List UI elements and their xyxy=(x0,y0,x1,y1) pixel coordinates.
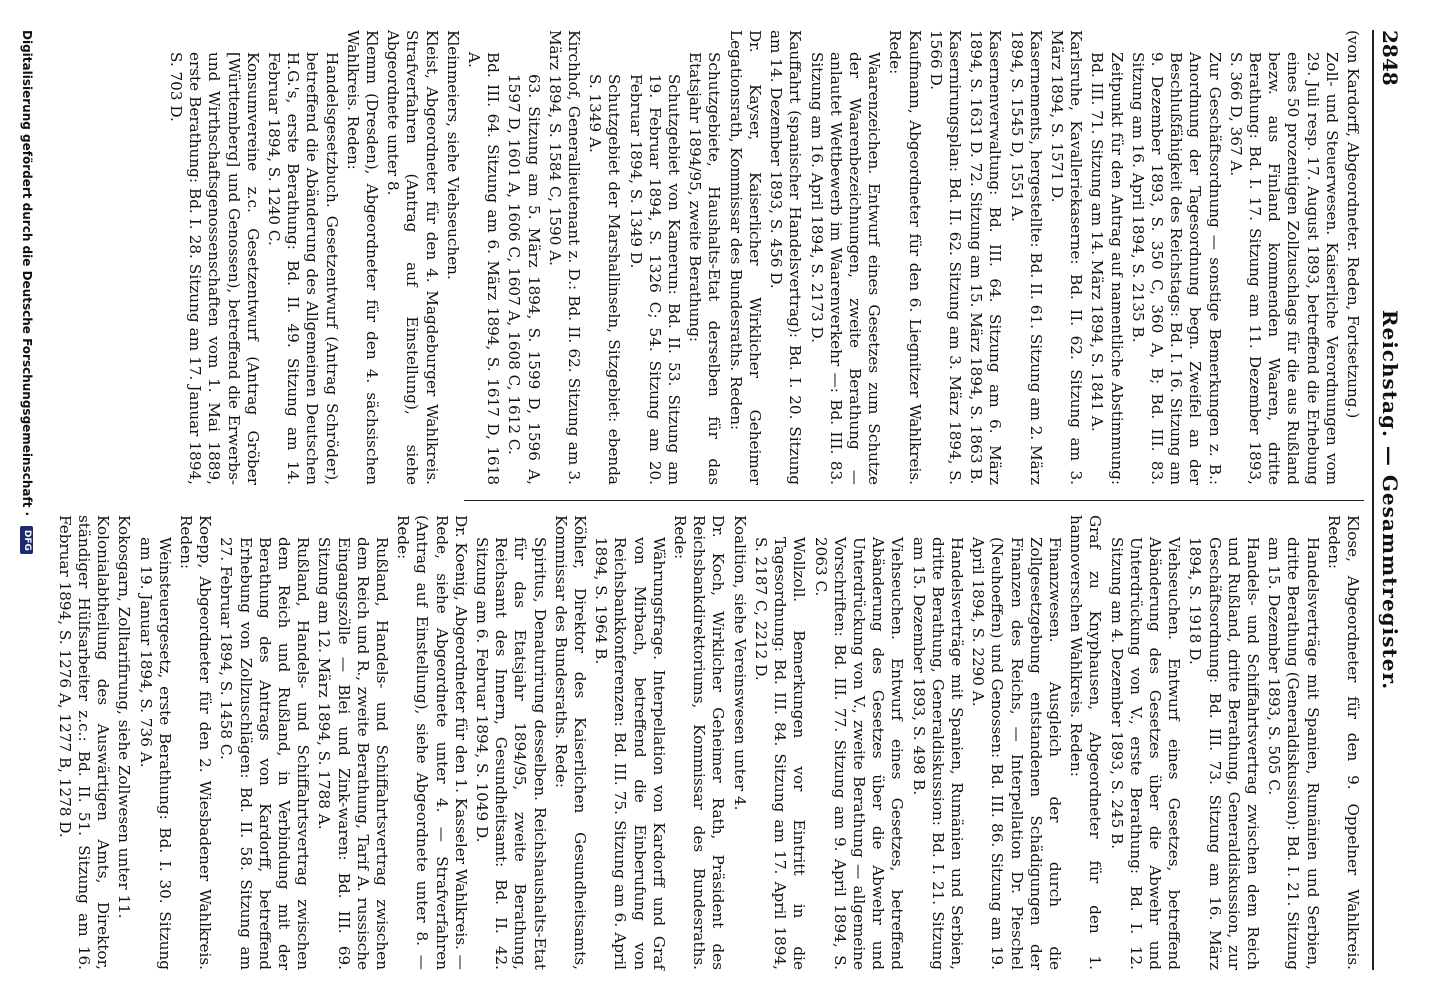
index-entry: Handels- und Schiffahrtsvertrag zwischen dem Reich und Rußland, dritte Berathung, Generaldiskussion, zur Geschäftsordnung: Bd. III. 73. Sitzung am 16. März 1894, S. 1918 D. xyxy=(1186,537,1262,970)
index-entry: 63. Sitzung am 5. März 1894, S. 1599 D, 1596 A, 1597 D, 1601 A, 1606 C, 1607 A, 1608 C, 1612 C. xyxy=(505,74,543,485)
column-divider xyxy=(464,500,1364,501)
index-entry: Währungsfrage. Interpellation von Kardorff und Graf von Mirbach, betreffend die Einberufung von Reichsbankkonferenzen: Bd. III. 75. Sitzung am 6. April 1894, S. 1964 B. xyxy=(592,537,668,970)
index-entry: Dr. Koch, Wirklicher Geheimer Rath, Präsident des Reichsbankdirektoriums, Kommissar des Bundesraths. Rede: xyxy=(671,515,728,970)
index-entry: Wollzoll. Bemerkungen vor Eintritt in die Tagesordnung: Bd. III. 84. Sitzung am 17. April 1894, S. 2187 C, 2212 D. xyxy=(751,537,809,970)
index-entry: Zur Geschäftsordnung — sonstige Bemerkungen z. B.: Anordnung der Tagesordnung begn. Zweifel an der Beschlußfähigkeit des Reichstags: Bd. I. 16. Sitzung am 9. Dezember 1893, S. 350 C, 360 A, B; Bd. III. 83. Sitzung am 16. April 1894, S. 2135 B. xyxy=(1128,52,1224,485)
index-entry: Handelsgesetzbuch. Gesetzentwurf (Antrag Schröder), betreffend die Abänderung des Allgemeinen Deutschen H.G.'s, erste Berathung: Bd. II. 49. Sitzung am 14. Februar 1894, S. 1240 C. xyxy=(265,52,341,485)
index-entry: Handelsverträge mit Spanien, Rumänien und Serbien, dritte Berathung (Generaldiskussion): Bd. I. 21. Sitzung am 15. Dezember 1893, S. 505 C. xyxy=(1265,537,1322,970)
index-entry: Viehseuchen. Entwurf eines Gesetzes, betreffend Abänderung des Gesetzes über die Abwehr und Unterdrückung von V., erste Berathung: Bd. I. 12. Sitzung am 4. Dezember 1893, S. 245 B. xyxy=(1107,537,1184,970)
index-entry: Handelsverträge mit Spanien, Rumänien und Serbien, dritte Berathung, Generaldiskussion: Bd. I. 21. Sitzung am 15. Dezember 1893, S. 498 B. xyxy=(909,537,966,970)
index-entry: Schutzgebiet der Marshallinseln, Sitzgebiet: ebenda S. 1349 A. xyxy=(586,74,624,485)
index-entry: Viehseuchen. Entwurf eines Gesetzes, betreffend Abänderung des Gesetzes über die Abwehr und Unterdrückung von V., zweite Berathung — allgemeine Vorschriften: Bd. III. 77. Sitzung am 9. April 1894, S. 2063 C. xyxy=(811,537,907,970)
index-entry: Kolonialabtheilung des Auswärtigen Amts, Direktor, ständiger Hülfsarbeiter z.c.: Bd. II. 51. Sitzung am 16. Februar 1894, S. 1276 A, 1277 B, 1278 D. xyxy=(55,515,113,970)
index-entry: Klemm (Dresden), Abgeordneter für den 4. sächsischen Wahlkreis. Reden: xyxy=(343,30,382,485)
index-entry: Kleist, Abgeordneter für den 4. Magdeburger Wahlkreis. Strafverfahren (Antrag auf Einstellung), siehe Abgeordnete unter 8. xyxy=(384,30,441,485)
digitization-credit xyxy=(20,30,34,970)
index-entry: Dr. Koenig, Abgeordneter für den 1. Kasseler Wahlkreis. — Rede, siehe Abgeordnete unter 4. — Strafverfahren (Antrag auf Einstellung), siehe Abgeordnete unter 8. — Rede: xyxy=(394,515,470,970)
index-entry: Kokosgarn, Zolltarifirung, siehe Zollwesen unter 11. xyxy=(115,515,134,919)
index-entry: Kleinmeiers, siehe Viehseuchen. xyxy=(443,30,462,280)
index-entry: Kasernements, hergestellte: Bd. II. 61. Sitzung am 2. März 1894, S. 1545 D, 1551 A. xyxy=(1007,30,1045,485)
index-entry: Kauffahrt (spanischer Handelsvertrag): Bd. I. 20. Sitzung am 14. Dezember 1893, S. 456 D. xyxy=(767,30,805,485)
index-entry: Zeitpunkt für den Antrag auf namentliche Abstimmung: Bd. III. 71. Sitzung am 14. März 1894, S. 1841 A. xyxy=(1088,52,1126,485)
left-column xyxy=(164,30,1362,485)
index-entry: (von Kardorff, Abgeordneter. Reden, Fortsetzung.) xyxy=(1344,30,1362,419)
index-entry: Finanzwesen. Ausgleich der durch die Zollgesetzgebung entstandenen Schädigungen der Finanzen des Reichs, — Interpellation Dr. Pieschel (Neuhoeffen) und Genossen: Bd. III. 86. Sitzung am 19. April 1894, S. 2290 A. xyxy=(969,537,1064,970)
index-entry: Kasernenverwaltung: Bd. III. 64. Sitzung am 6. März 1894, S. 1631 D. 72. Sitzung am 15. März 1894, S. 1863 B. xyxy=(967,30,1005,485)
index-entry: Dr. Kayser, Kaiserlicher Wirklicher Geheimer Legationsrath, Kommissar des Bundesraths. Reden: xyxy=(726,30,764,485)
index-entry: Kasernirungsplan: Bd. II. 62. Sitzung am 3. März 1894, S. 1566 D. xyxy=(926,30,964,485)
index-entry: Rußland, Handels- und Schiffahrtsvertrag zwischen dem Reich und R., zweite Berathung, Tarif A. russische Eingangszölle — Blei und Zink-waren: Bd. III. 69. Sitzung am 12. März 1894, S. 1788 A. xyxy=(315,537,392,970)
index-entry: Konsumvereine z.c. Gesetzentwurf (Antrag Gröber [Württemberg] und Genossen), betreffend die Erwerbs- und Wirthschaftsgenossenschaften vom 1. Mai 1889, erste Berathung: Bd. I. 28. Sitzung am 17. Januar 1894, S. 703 D. xyxy=(167,52,262,485)
index-entry: Zoll- und Steuerwesen. Kaiserliche Verordnungen vom 29. Juli resp. 17. August 1893, betreffend die Erhebung eines 50 prozentigen Zollzuschlags für die aus Rußland bezw. aus Finland kommenden Waaren, dritte Berathung: Bd. I. 17. Sitzung am 11. Dezember 1893, S. 366 D, 367 A. xyxy=(1226,52,1341,485)
index-entry: Rußland, Handels- und Schiffahrtsvertrag zwischen dem Reich und Rußland, in Verbindung mit der Berathung des Antrags von Kardorff, betreffend Erhebung von Zollzuschlägen: Bd. II. 58. Sitzung am 27. Februar 1894, S. 1458 C. xyxy=(217,537,313,970)
index-entry: Köhler, Direktor des Kaiserlichen Gesundheitsamts, Kommissar des Bundesraths. Rede: xyxy=(551,515,590,970)
index-entry: Waarenzeichen. Entwurf eines Gesetzes zum Schutze der Waarenbezeichnungen, zweite Berathung — anlautet Wettbewerb im Waarenverkehr —: Bd. III. 83. Sitzung am 16. April 1894, S. 2173 D. xyxy=(807,52,884,485)
page-number: 2848 xyxy=(1378,30,1402,86)
credit-text: Digitalisierung gefördert durch die Deutsche Forschungsgemeinschaft · xyxy=(20,30,34,517)
running-head: Reichstag. — Gesammtregister. xyxy=(1378,309,1402,691)
index-entry: Spiritus, Denaturirung desselben. Reichshaushalts-Etat für das Etatsjahr 1894/95, zweite Berathung, Reichsamt des Innern, Gesundheitsamt: Bd. II. 42. Sitzung am 6. Februar 1894, S. 1049 D. xyxy=(473,537,549,970)
index-entry: Kaufmann, Abgeordneter für den 6. Liegnitzer Wahlkreis. Rede: xyxy=(886,30,924,485)
index-entry: Koepp, Abgeordneter für den 2. Wiesbadener Wahlkreis. Reden: xyxy=(177,515,215,970)
page-header xyxy=(1372,30,1404,970)
index-entry: Graf zu Knyphausen, Abgeordneter für den 1. hannoverschen Wahlkreis. Reden: xyxy=(1067,515,1105,970)
dfg-logo-icon: DFG xyxy=(20,526,33,554)
index-entry: Klose, Abgeordneter für den 9. Oppelner Wahlkreis. Reden: xyxy=(1324,515,1362,970)
index-entry: Schutzgebiet von Kamerun: Bd. II. 53. Sitzung am 19. Februar 1894, S. 1326 C; 54. Sitzung am 20. Februar 1894, S. 1349 D. xyxy=(626,74,684,485)
index-entry: Koalition, siehe Vereinswesen unter 4. xyxy=(730,515,749,811)
index-entry: Kirchhof, Generallieutenant z. D.: Bd. II. 62. Sitzung am 3. März 1894, S. 1584 C, 1590 A. xyxy=(545,30,584,485)
index-entry: Schutzgebiete, Haushalts-Etat derselben für das Etatsjahr 1894/95, zweite Berathung: xyxy=(686,52,724,485)
index-entry: Weinsteuergesetz, erste Berathung: Bd. I. 30. Sitzung am 19. Januar 1894, S. 736 A. xyxy=(136,537,174,970)
index-entry: Karlsruhe, Kavalleriekaserne: Bd. II. 62. Sitzung am 3. März 1894, S. 1571 D. xyxy=(1047,30,1086,485)
index-entry: Bd. III. 64. Sitzung am 6. März 1894, S. 1617 D, 1618 A. xyxy=(465,52,503,485)
right-column xyxy=(53,515,1362,970)
